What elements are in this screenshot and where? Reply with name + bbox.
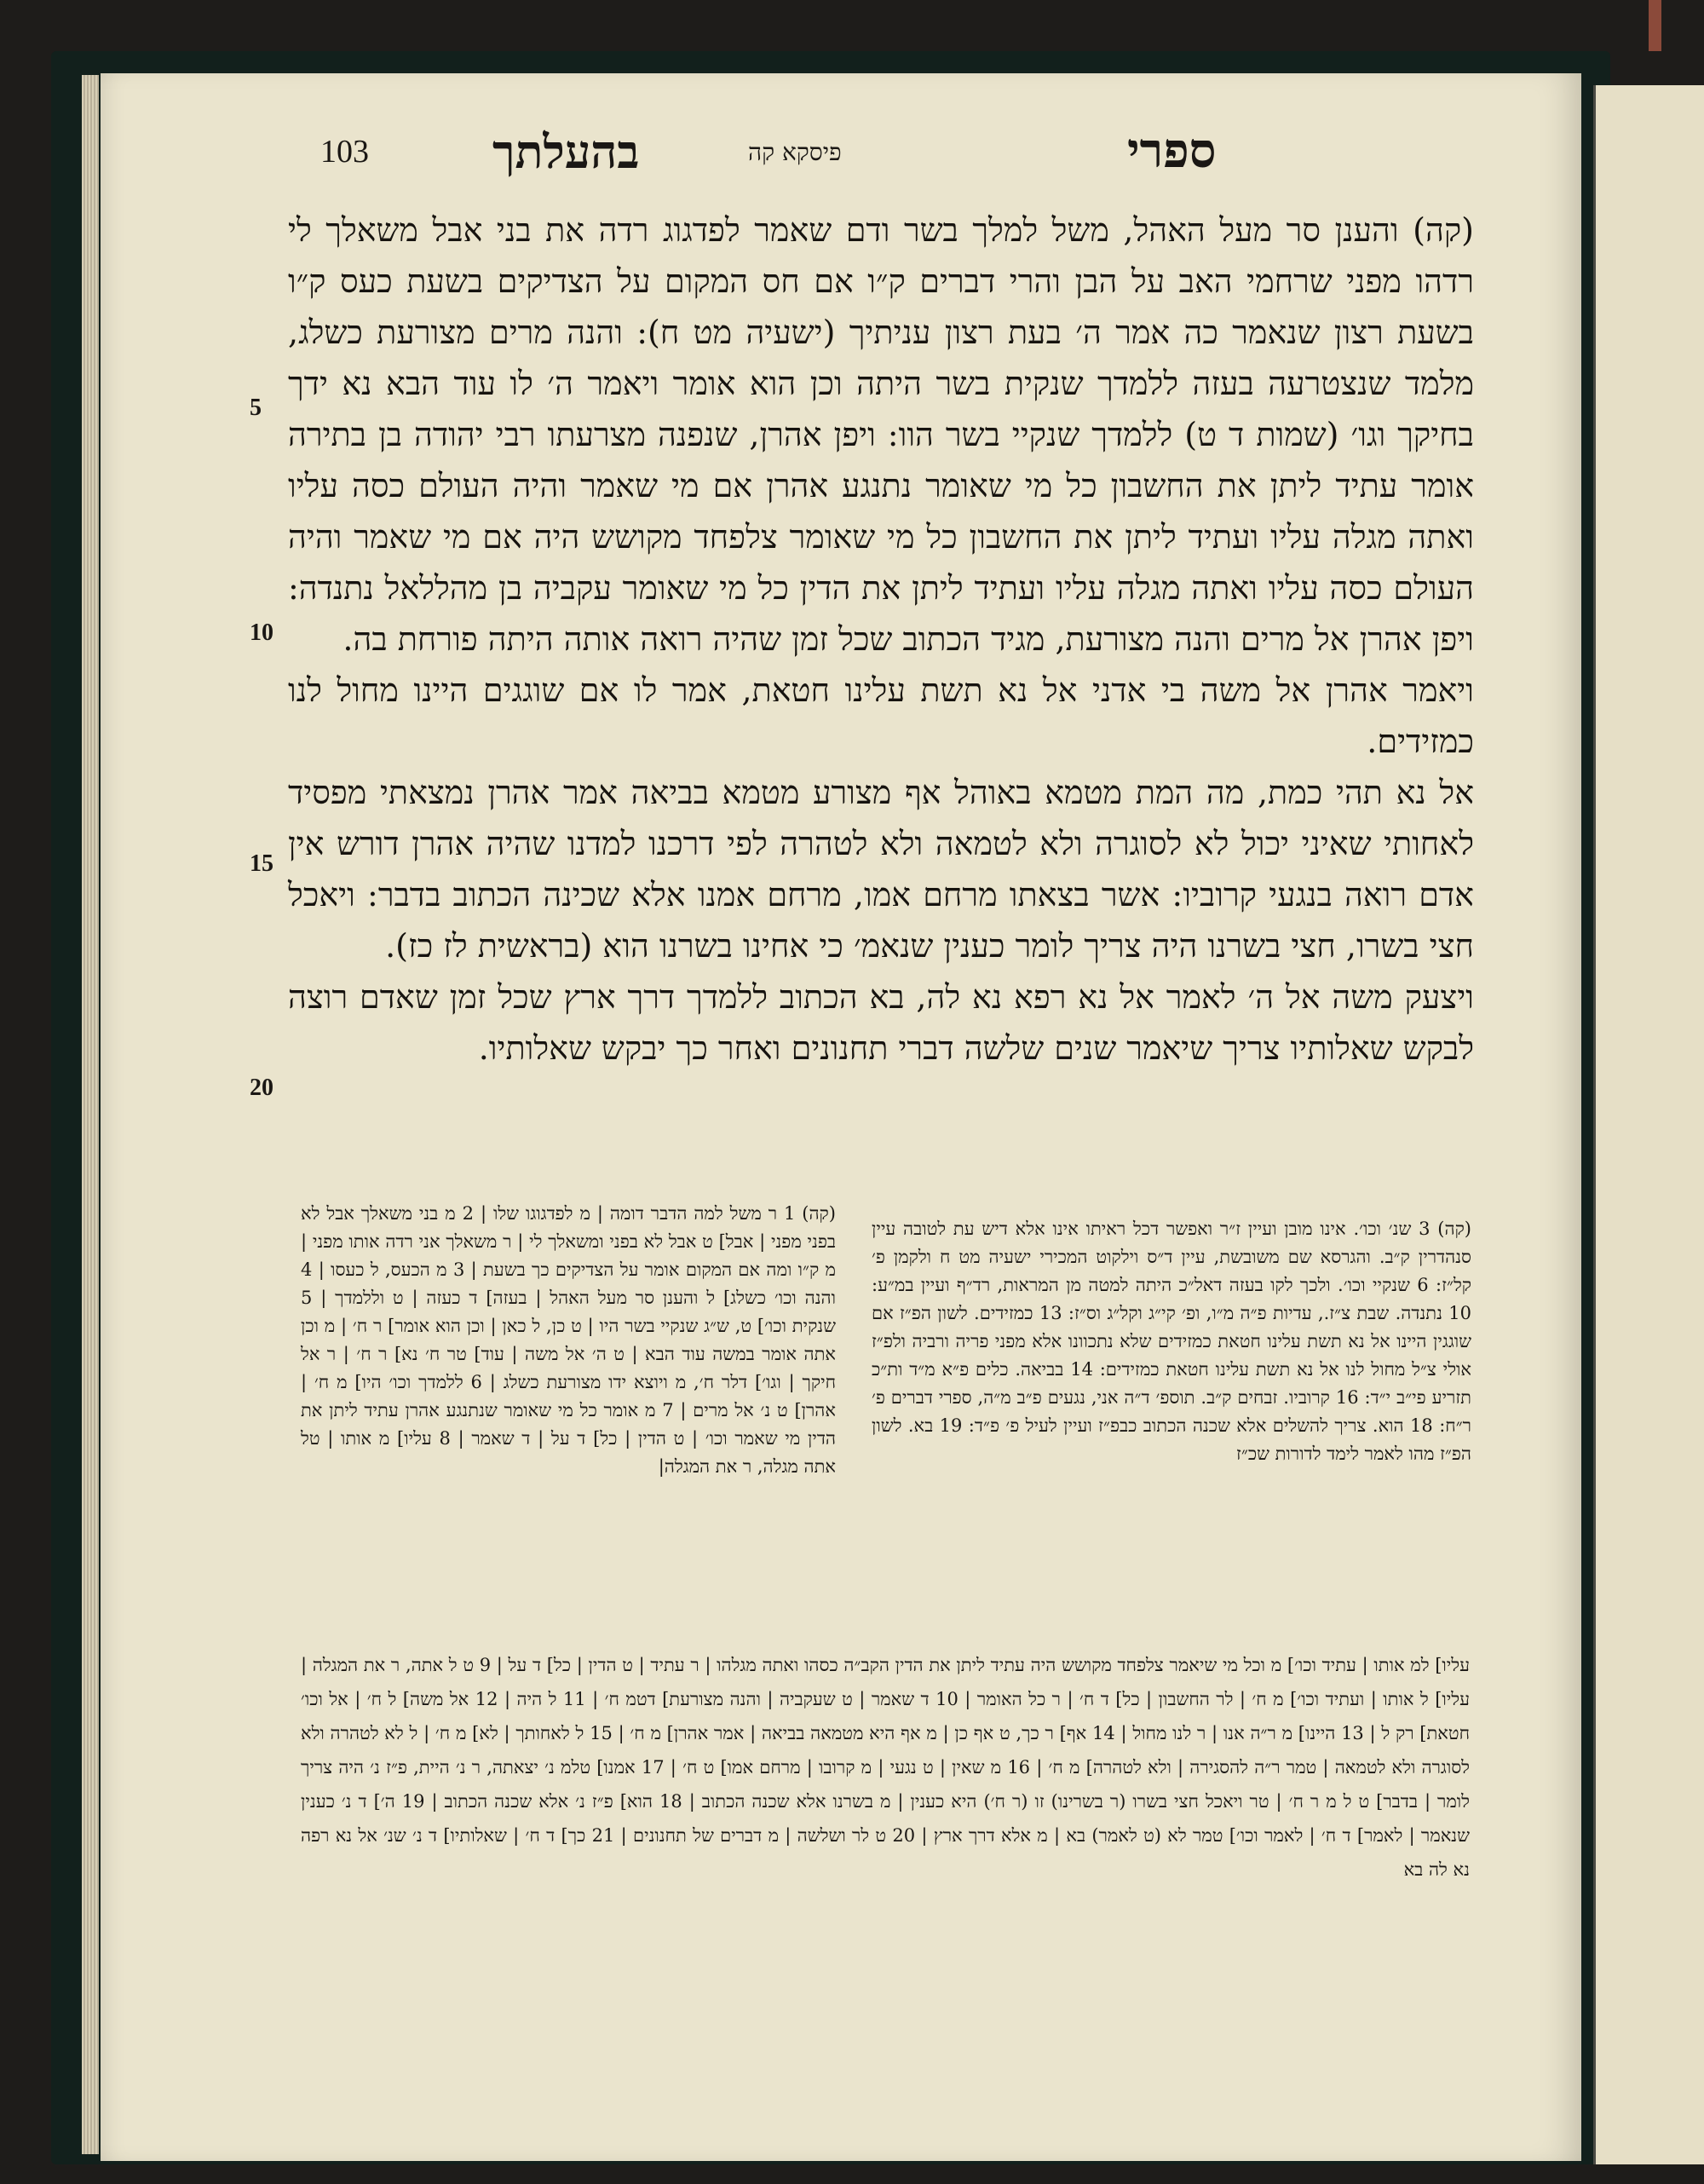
bookmark-ribbon	[1649, 0, 1661, 51]
main-text	[288, 205, 1474, 1074]
variant-readings-continued: עליו] למ אותו | עתיד וכו׳] מ וכל מי שיאמר צלפחד מקושש היה עתיד ליתן את הדין הקב״ה כסהו ואתה מגלהו | ר עתיד | ט הדין | כל] ד על | 9 ט ל אתה, ר את המגלה | עליו] ל אותו | ועתיד וכו׳] מ ח׳ | לר החשבון | כל] ד ח׳ | ר כל האומר | 10 ד שאמר | ט שעקביה | והנה מצורעת] דטמ ח׳ | 11 ל היה | 12 אל משה] ל ח׳ | אל וכו׳ חטאת] רק ל | 13 היינו] מ ר״ה אנו | ר לנו מחול | 14 אף] ר כך, ט אף כן | מ אף היא מטמאה בביאה | אמר אהרן] מ ח׳ | 15 ל לאחותך | לא] מ ח׳ | ל לא לטהרה ולא לסוגרה ולא לטמאה | טמר ר״ה להסגירה | ולא לטהרה] מ ח׳ | 16 מ שאין | ט נגעי | מ קרובו | מרחם אמו] ט ח׳ | 17 אמנו] טלמ נ׳ יצאתה, ר נ׳ היית, פ״ז נ׳ היה צריך לומר | בדבר] ט ל מ ר ח׳ | טר ויאכל חצי בשרו (ר בשרינו) זו (ר ח׳) היא כענין | מ בשרנו אלא שכנה הכתוב | 18 הוא] פ״ז נ׳ אלא שכנה הכתוב | 19 ה׳] ד נ׳ כענין שנאמר | לאמר] ד ח׳ | לאמר וכו׳] טמר לא (ט לאמר) בא | מ אלא דרך ארץ | 20 ט לר ושלשה | מ דברים של תחנונים | 21 כך] ד ח׳ | שאלותיו] ד נ׳ שנ׳ אל נא רפה נא לה בא	[301, 1655, 1471, 1880]
book-page	[101, 73, 1581, 2161]
piska-label: פיסקא קה	[748, 138, 842, 166]
line-number-10: 10	[250, 619, 273, 646]
adjacent-page-edge	[1593, 85, 1704, 2164]
main-paragraph: ויצעק משה אל ה׳ לאמר אל נא רפא נא לה, בא הכתוב ללמדך דרך ארץ שכל זמן שאדם רוצה לבקש שאלותיו צריך שיאמר שנים שלשה דברי תחנונים ואחר כך יבקש שאלותיו.	[288, 978, 1475, 1067]
page-number: 103	[320, 134, 369, 170]
line-number-15: 15	[250, 850, 273, 877]
main-paragraph: אל נא תהי כמת, מה המת מטמא באוהל אף מצורע מטמא בביאה אמר אהרן נמצאתי מפסיד לאחותי שאיני יכול לא לסוגרה ולא לטמאה ולא לטהרה לפי דרכנו למדנו שהיה אהרן דורש אין אדם רואה בנגעי קרוביו: אשר בצאתו מרחם אמו, מרחם אמנו אלא שכינה הכתוב בדבר: ויאכל חצי בשרו, חצי בשרנו היה צריך לומר כענין שנאמ׳ כי אחינו בשרנו הוא (בראשית לז כז).	[288, 774, 1474, 965]
page-stack-edge	[82, 75, 99, 2154]
variant-readings-column: (קה) 1 ר משל למה הדבר דומה | מ לפדגוגו שלו | 2 מ בני משאלך אבל לא בפני מפני | אבל] ט אבל לא בפני ומשאלך לי | ר משאלך אני רדה אותו מפני | מ ק״ו ומה אם המקום אומר על הצדיקים כך בשעת | 3 מ הכעס, ל כעסו | 4 והנה וכו׳ כשלג] ל והענן סר מעל האהל | בעזה] ד כעזה | ט וללמדך | 5 שנקית וכו׳] ט, ש״ג שנקיי בשר היו | ט כן, ל כאן | וכן הוא אומר] ר ח׳ | מ וכן אתה אומר במשה עוד הבא | ט ה׳ אל משה | עוד] טר ח׳ נא] ר ח׳ | ר אל חיקך | וגו׳] דלר ח׳, מ ויוצא ידו מצורעת כשלג | 6 ללמדך וכו׳ היו] מ ח׳ | אהרן] ט נ׳ אל מרים | 7 מ אומר כל מי שאומר שנתנגע אהרן עתיד ליתן את הדין מי שאמר וכו׳ | ט הדין | כל] ד על | ד שאמר | 8 עליו] מ אותו | טל אתה מגלה, ר את המגלה|	[301, 1203, 837, 1477]
main-paragraph: ויאמר אהרן אל משה בי אדני אל נא תשת עלינו חטאת, אמר לו אם שוגגים היינו מחול לנו כמזידים.	[288, 671, 1474, 760]
parasha-title: בהעלתך	[492, 124, 640, 179]
book-title: ספרי	[1127, 123, 1217, 179]
line-number-20: 20	[250, 1075, 273, 1101]
line-number-5: 5	[250, 395, 262, 421]
main-paragraph: (קה) והענן סר מעל האהל, משל למלך בשר ודם שאמר לפדגוג רדה את בני אבל משאלך לי רדהו מפני שרחמי האב על הבן והרי דברים ק״ו אם חס המקום על הצדיקים בשעת כעס ק״ו בשעת רצון שנאמר כה אמר ה׳ בעת רצון עניתיך (ישעיה מט ח): והנה מרים מצורעת כשלג, מלמד שנצטרעה בעזה ללמדך שנקית בשר היתה וכן הוא אומר ויאמר ה׳ לו עוד הבא נא ידך בחיקך וגו׳ (שמות ד ט) ללמדך שנקיי בשר הוו: ויפן אהרן, שנפנה מצרעתו רבי יהודה בן בתירה אומר עתיד ליתן את החשבון כל מי שאומר נתנגע אהרן אם מי שאמר והיה העולם כסה עליו ואתה מגלה עליו ועתיד ליתן את החשבון כל מי שאומר צלפחד מקושש היה אם מי שאמר והיה העולם כסה עליו ואתה מגלה עליו ועתיד ליתן את הדין כל מי שאומר עקביה בן מהללאל נתנדה: ויפן אהרן אל מרים והנה מצורעת, מגיד הכתוב שכל זמן שהיה רואה אותה היתה פורחת בה.	[288, 211, 1474, 658]
running-header	[101, 123, 1581, 194]
commentary-notes: (קה) 3 שנ׳ וכו׳. אינו מובן ועיין ז״ר ואפשר דכל ראיתו אינו אלא דיש עת לטובה עיין סנהדרין ק״ב. והגרסא שם משובשת, עיין ד״ס וילקוט המכירי ישעיה מט ח ולקמן פ׳ קל״ז: 6 שנקיי וכו׳. ולכך לקו בעזה דאל״כ היתה למטה מן המראות, רד״ף ועיין במ״ע: 10 נתנדה. שבת צ״ז., עדיות פ״ה מ״ו, ופ׳ קי״ג וקל״ג וס״ז: 13 כמזידים. לשון הפ״ז אם שוגגין היינו אל נא תשת עלינו חטאת כמזידים שלא נתכוונו אלא מפני פריה ורביה ולפ״ז אולי צ״ל מחול לנו אל נא תשת עלינו חטאת כמזידים: 14 בביאה. כלים פ״א מ״ד ות״כ תזריע פי״ב י״ד: 16 קרוביו. זבחים ק״ב. תוספ׳ ד״ה אני, נגעים פ״ב מ״ה, ספרי דברים פ׳ ר״ח: 18 הוא. צריך להשלים אלא שכנה הכתוב כבפ״ז ועיין לעיל פ׳ פ״ד: 19 בא. לשון הפ״ז מהו לאמר לימד לדורות שכ״ז	[872, 1219, 1471, 1464]
